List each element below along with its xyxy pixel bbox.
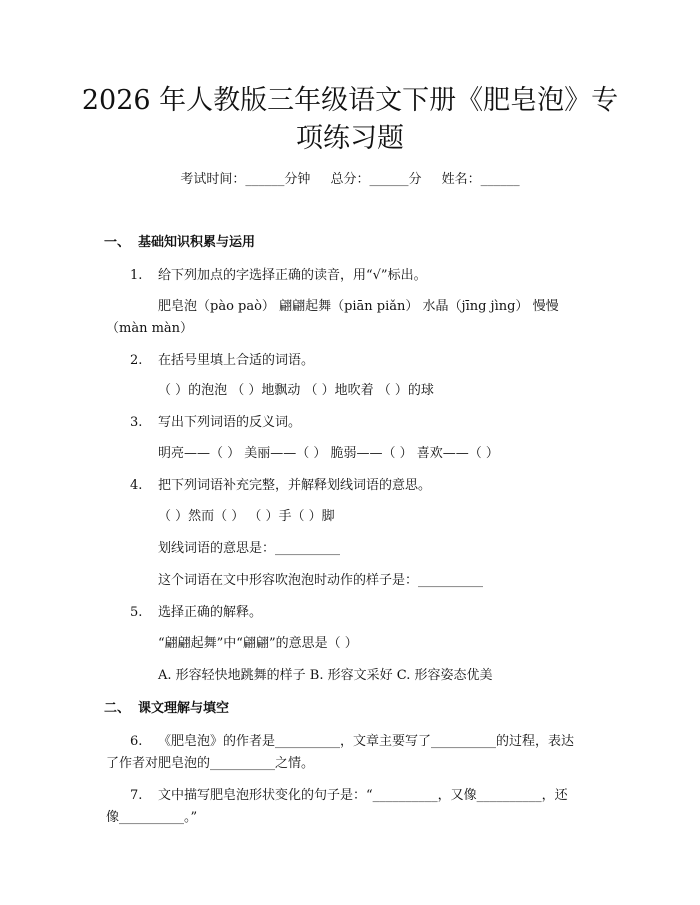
question-text: 给下列加点的字选择正确的读音，用“√”标出。 (158, 268, 427, 283)
section-1-heading (104, 231, 255, 250)
section-2-number: 二、 (104, 701, 131, 716)
question-6 (130, 730, 574, 749)
question-1-line-1: 肥皂泡（pào paò） 翩翩起舞（piān piǎn） 水晶（jīng jìng） 慢慢 (158, 299, 559, 314)
question-1-line-2: （màn màn） (106, 321, 194, 336)
question-7 (130, 784, 568, 803)
question-text: 在括号里填上合适的词语。 (158, 353, 315, 368)
question-2 (130, 349, 314, 368)
question-7-continuation: 像__________。” (106, 810, 198, 825)
title-line-2: 项练习题 (296, 123, 404, 154)
question-5 (130, 601, 262, 620)
section-1-number: 一、 (104, 235, 131, 250)
question-2-line-1: （ ）的泡泡 （ ）地飘动 （ ）地吹着 （ ）的球 (158, 383, 434, 398)
question-number: 3. (130, 415, 143, 430)
question-text: 把下列词语补充完整，并解释划线词语的意思。 (158, 478, 432, 493)
question-text: 选择正确的解释。 (158, 605, 263, 620)
question-number: 4. (130, 478, 143, 493)
question-text: 文中描写肥皂泡形状变化的句子是：“__________，又像__________，还 (158, 788, 568, 803)
question-4 (130, 474, 431, 493)
question-5-line-1: “翩翩起舞”中“翩翩”的意思是（ ） (158, 636, 358, 651)
section-2-heading (104, 697, 229, 716)
question-5-line-2: A. 形容轻快地跳舞的样子 B. 形容文采好 C. 形容姿态优美 (158, 668, 493, 683)
question-3-line-1: 明亮——（ ） 美丽——（ ） 脆弱——（ ） 喜欢——（ ） (158, 446, 499, 461)
exam-name: 姓名：______ (441, 172, 520, 187)
question-number: 7. (130, 788, 143, 803)
question-text: 《肥皂泡》的作者是__________，文章主要写了__________的过程，表达 (158, 734, 575, 749)
page-title (70, 84, 630, 156)
section-2-title: 课文理解与填空 (138, 701, 230, 716)
exam-time: 考试时间：______分钟 (180, 172, 311, 187)
question-text: 写出下列词语的反义词。 (158, 415, 302, 430)
question-1 (130, 264, 427, 283)
question-3 (130, 411, 301, 430)
question-4-line-2: 划线词语的意思是：__________ (158, 541, 341, 556)
section-1-title: 基础知识积累与运用 (138, 235, 256, 250)
exam-meta (0, 168, 700, 187)
question-number: 5. (130, 605, 143, 620)
title-line-1: 2026 年人教版三年级语文下册《肥皂泡》专 (81, 85, 619, 116)
exam-score: 总分：______分 (330, 172, 422, 187)
question-4-line-1: （ ）然而（ ） （ ）手（ ）脚 (158, 509, 335, 524)
question-6-continuation: 了作者对肥皂泡的__________之情。 (106, 756, 315, 771)
question-number: 1. (130, 268, 143, 283)
question-4-line-3: 这个词语在文中形容吹泡泡时动作的样子是：__________ (158, 573, 484, 588)
question-number: 6. (130, 734, 143, 749)
question-number: 2. (130, 353, 143, 368)
